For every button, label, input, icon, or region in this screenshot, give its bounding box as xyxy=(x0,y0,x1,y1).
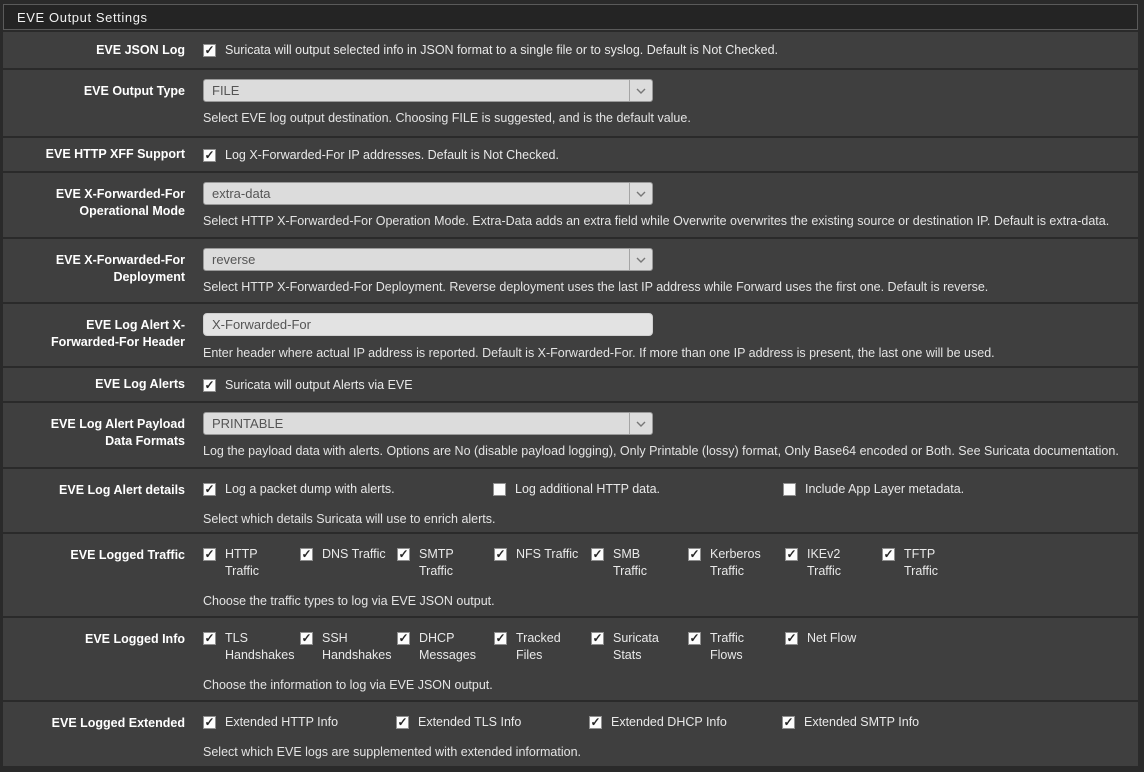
checkbox-icon[interactable] xyxy=(493,483,506,496)
settings-form xyxy=(3,32,1138,766)
checkbox-icon[interactable] xyxy=(591,632,604,645)
checkbox-dhcp-messages[interactable] xyxy=(397,630,494,664)
checkbox-net-flow[interactable] xyxy=(785,630,882,647)
checkbox-icon[interactable] xyxy=(494,548,507,561)
field-description: Select which EVE logs are supplemented with extended information. xyxy=(203,745,581,759)
checkbox-label: Net Flow xyxy=(807,631,857,645)
chevron-down-icon[interactable] xyxy=(629,183,652,204)
checkbox-icon[interactable] xyxy=(591,548,604,561)
payload-formats-select[interactable] xyxy=(203,412,653,435)
checkbox-kerberos-traffic[interactable] xyxy=(688,546,785,580)
row-logged-info xyxy=(3,618,1138,700)
panel-header xyxy=(3,4,1138,30)
checkbox-icon[interactable] xyxy=(494,632,507,645)
field-label: EVE Log Alert Payload Data Formats xyxy=(50,417,185,448)
field-label: EVE Log Alert X-Forwarded-For Header xyxy=(50,318,185,349)
checkbox-label: TLS Handshakes xyxy=(225,631,295,662)
checkbox-icon[interactable] xyxy=(203,149,216,162)
field-description: Select which details Suricata will use to enrich alerts. xyxy=(203,512,496,526)
checkbox-eve-json-log[interactable] xyxy=(203,42,778,59)
checkbox-label: Tracked Files xyxy=(516,631,561,662)
field-description: Select EVE log output destination. Choosing FILE is suggested, and is the default value. xyxy=(203,111,691,125)
checkbox-icon[interactable] xyxy=(785,548,798,561)
checkbox-label: Suricata will output Alerts via EVE xyxy=(225,377,413,392)
field-label: EVE Log Alert details xyxy=(59,483,185,497)
row-eve-log-alerts xyxy=(3,368,1138,401)
select-value: reverse xyxy=(212,252,256,267)
checkbox-log-http-data[interactable] xyxy=(493,481,783,498)
row-eve-output-type xyxy=(3,70,1138,136)
row-alert-details xyxy=(3,469,1138,532)
checkbox-icon[interactable] xyxy=(397,548,410,561)
checkbox-label: Suricata will output selected info in JSON format to a single file or to syslog. Default is Not Checked. xyxy=(225,43,779,57)
checkbox-icon[interactable] xyxy=(782,716,795,729)
select-value: extra-data xyxy=(212,186,271,201)
checkbox-tracked-files[interactable] xyxy=(494,630,591,664)
field-description: Enter header where actual IP address is reported. Default is X-Forwarded-For. If more than one IP address is present, the last one will be used. xyxy=(203,346,995,360)
checkbox-label: DHCP Messages xyxy=(419,631,476,662)
row-eve-http-xff-support xyxy=(3,138,1138,171)
checkbox-http-traffic[interactable] xyxy=(203,546,300,580)
checkbox-label: Include App Layer metadata. xyxy=(805,482,965,496)
field-description: Select HTTP X-Forwarded-For Deployment. Reverse deployment uses the last IP address while Forward uses the first one. Default is reverse. xyxy=(203,280,989,294)
field-label: EVE HTTP XFF Support xyxy=(45,147,185,161)
chevron-down-icon[interactable] xyxy=(629,80,652,101)
checkbox-label: SMB Traffic xyxy=(613,547,648,578)
checkbox-icon[interactable] xyxy=(783,483,796,496)
checkbox-icon[interactable] xyxy=(203,483,216,496)
field-description: Choose the information to log via EVE JSON output. xyxy=(203,678,493,692)
checkbox-label: DNS Traffic xyxy=(322,547,386,561)
checkbox-extended-dhcp-info[interactable] xyxy=(589,714,782,731)
checkbox-label: Kerberos Traffic xyxy=(710,547,761,578)
checkbox-label: SSH Handshakes xyxy=(322,631,392,662)
row-xff-operational-mode xyxy=(3,173,1138,237)
checkbox-icon[interactable] xyxy=(589,716,602,729)
select-value: FILE xyxy=(212,83,240,98)
checkbox-eve-log-alerts[interactable] xyxy=(203,377,413,394)
checkbox-label: Log a packet dump with alerts. xyxy=(225,482,395,496)
field-label: EVE JSON Log xyxy=(96,42,185,57)
checkbox-dns-traffic[interactable] xyxy=(300,546,397,563)
checkbox-suricata-stats[interactable] xyxy=(591,630,688,664)
row-logged-extended xyxy=(3,702,1138,766)
checkbox-tftp-traffic[interactable] xyxy=(882,546,979,580)
checkbox-label: Log additional HTTP data. xyxy=(515,482,661,496)
checkbox-label: Extended HTTP Info xyxy=(225,715,339,729)
checkbox-label: HTTP Traffic xyxy=(225,547,260,578)
chevron-down-icon[interactable] xyxy=(629,249,652,270)
checkbox-icon[interactable] xyxy=(203,716,216,729)
row-xff-deployment xyxy=(3,239,1138,302)
checkbox-label: IKEv2 Traffic xyxy=(807,547,842,578)
checkbox-extended-smtp-info[interactable] xyxy=(782,714,975,731)
checkbox-extended-tls-info[interactable] xyxy=(396,714,589,731)
row-payload-formats xyxy=(3,403,1138,467)
eve-output-type-select[interactable] xyxy=(203,79,653,102)
checkbox-extended-http-info[interactable] xyxy=(203,714,396,731)
checkbox-label: Extended SMTP Info xyxy=(804,715,920,729)
checkbox-ssh-handshakes[interactable] xyxy=(300,630,397,664)
field-label: EVE X-Forwarded-For Deployment xyxy=(55,253,185,284)
checkbox-icon[interactable] xyxy=(203,632,216,645)
field-description: Log the payload data with alerts. Options are No (disable payload logging), Only Printable (lossy) format, Only Base64 encoded or Both. See Suricata documentation. xyxy=(203,444,1119,458)
xff-deployment-select[interactable] xyxy=(203,248,653,271)
checkbox-smtp-traffic[interactable] xyxy=(397,546,494,580)
checkbox-icon[interactable] xyxy=(785,632,798,645)
chevron-down-icon[interactable] xyxy=(629,413,652,434)
checkbox-log-packet-dump[interactable] xyxy=(203,481,493,498)
checkbox-smb-traffic[interactable] xyxy=(591,546,688,580)
checkbox-label: Log X-Forwarded-For IP addresses. Default is Not Checked. xyxy=(225,147,559,162)
checkbox-label: Extended DHCP Info xyxy=(611,715,727,729)
field-label: EVE Logged Extended xyxy=(51,716,185,730)
checkbox-icon[interactable] xyxy=(203,548,216,561)
checkbox-icon[interactable] xyxy=(688,632,701,645)
select-value: PRINTABLE xyxy=(212,416,284,431)
checkbox-icon[interactable] xyxy=(396,716,409,729)
checkbox-label: NFS Traffic xyxy=(516,547,579,561)
checkbox-icon[interactable] xyxy=(300,548,313,561)
checkbox-label: Suricata Stats xyxy=(613,631,659,662)
field-description: Choose the traffic types to log via EVE JSON output. xyxy=(203,594,495,608)
xff-operational-mode-select[interactable] xyxy=(203,182,653,205)
checkbox-http-xff-support[interactable] xyxy=(203,147,559,164)
field-label: EVE Logged Info xyxy=(85,632,185,646)
panel-title: EVE Output Settings xyxy=(17,10,148,25)
row-eve-json-log xyxy=(3,32,1138,68)
checkbox-icon[interactable] xyxy=(688,548,701,561)
checkbox-tls-handshakes[interactable] xyxy=(203,630,300,664)
field-description: Select HTTP X-Forwarded-For Operation Mode. Extra-Data adds an extra field while Overwrite overwrites the existing source or destination IP. Default is extra-data. xyxy=(203,214,1110,228)
checkbox-label: Extended TLS Info xyxy=(418,715,522,729)
checkbox-nfs-traffic[interactable] xyxy=(494,546,591,563)
checkbox-icon[interactable] xyxy=(203,379,216,392)
field-label: EVE Logged Traffic xyxy=(70,548,185,562)
checkbox-ikev2-traffic[interactable] xyxy=(785,546,882,580)
checkbox-traffic-flows[interactable] xyxy=(688,630,785,664)
checkbox-icon[interactable] xyxy=(882,548,895,561)
field-label: EVE Output Type xyxy=(83,84,185,98)
checkbox-label: TFTP Traffic xyxy=(904,547,939,578)
checkbox-label: Traffic Flows xyxy=(710,631,745,662)
checkbox-icon[interactable] xyxy=(397,632,410,645)
row-logged-traffic xyxy=(3,534,1138,616)
field-label: EVE X-Forwarded-For Operational Mode xyxy=(55,187,185,218)
row-xff-header xyxy=(3,304,1138,366)
checkbox-app-layer-metadata[interactable] xyxy=(783,481,1073,498)
field-label: EVE Log Alerts xyxy=(95,377,185,391)
xff-header-input[interactable] xyxy=(203,313,653,336)
checkbox-label: SMTP Traffic xyxy=(419,547,454,578)
checkbox-icon[interactable] xyxy=(300,632,313,645)
checkbox-icon[interactable] xyxy=(203,44,216,57)
